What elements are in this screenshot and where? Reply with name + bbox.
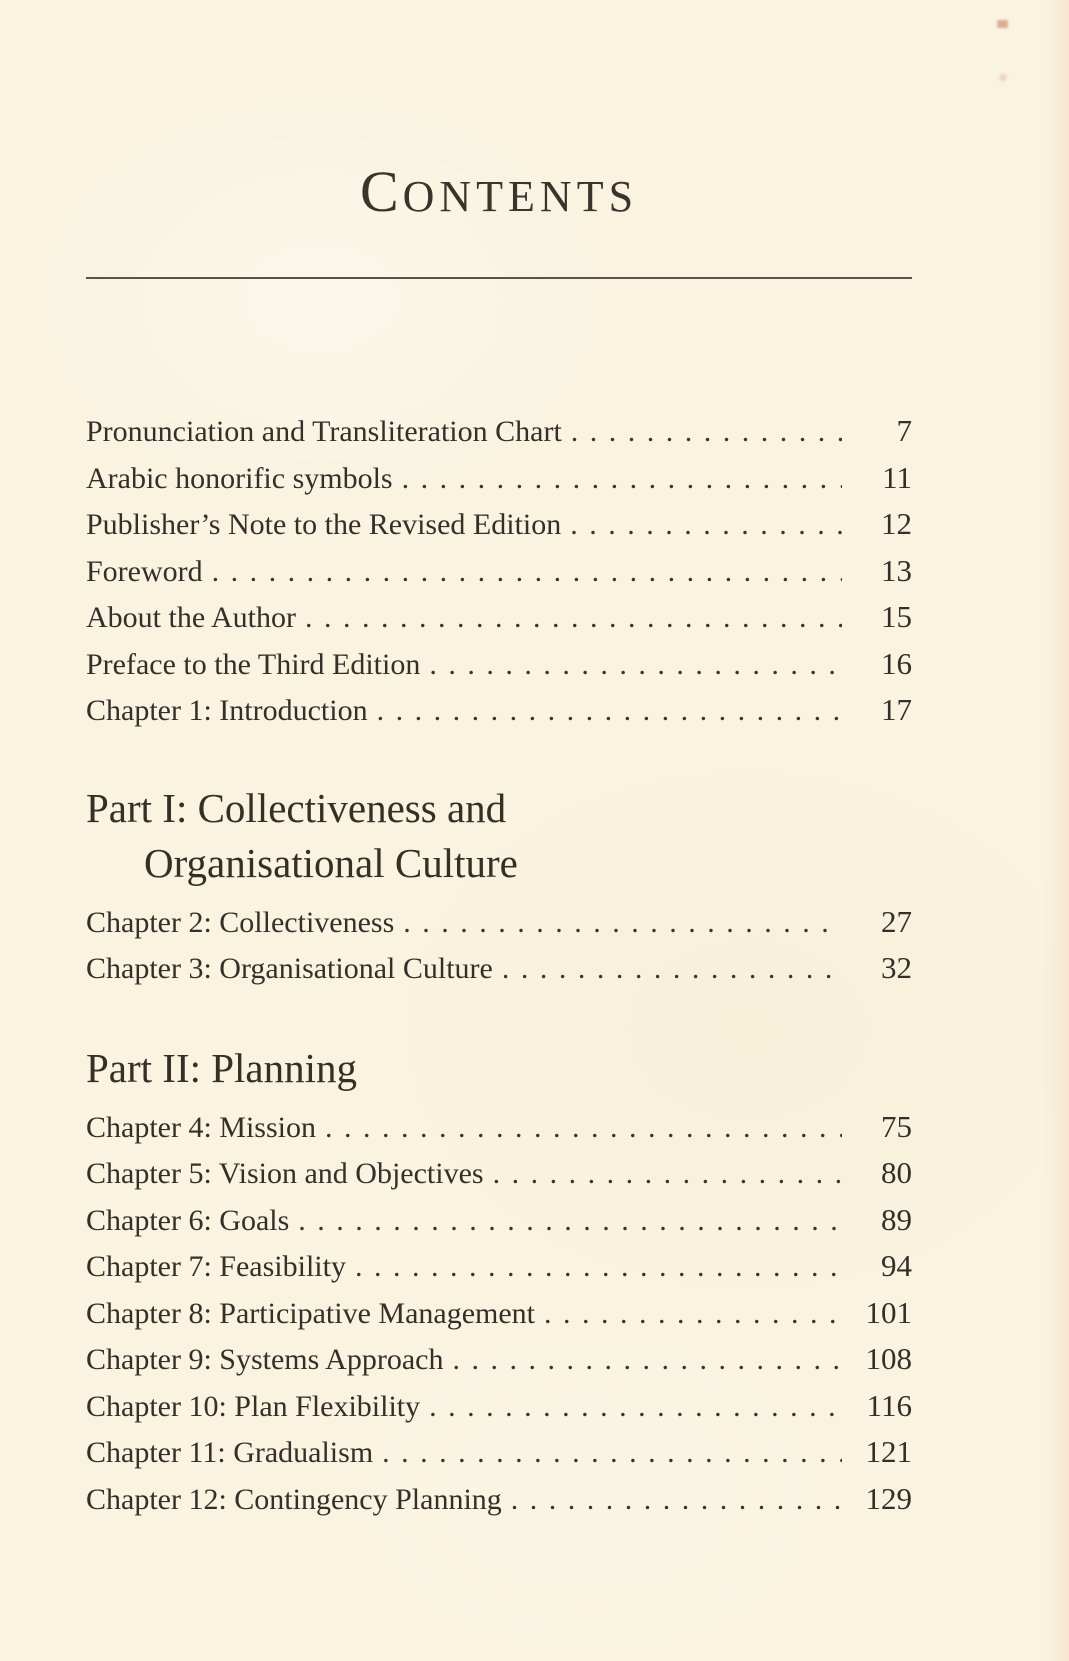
toc-entry-title: Chapter 9: Systems Approach [86,1343,444,1376]
toc-entry-page: 75 [881,1108,912,1144]
toc-entry-page: 129 [865,1480,912,1516]
toc-entry-page: 121 [865,1434,912,1469]
toc-entry [86,553,912,600]
dot-leader [298,1204,842,1238]
toc-entry [86,506,912,553]
toc-entry-title: Chapter 2: Collectiveness [86,905,395,939]
toc-entry-title: Chapter 8: Participative Management [86,1296,536,1330]
dot-leader [429,648,842,682]
dot-leader [212,555,842,589]
toc-entry [86,1109,912,1156]
part-heading-2 [86,1041,912,1096]
toc-entry-page: 80 [881,1155,912,1190]
toc-entry-title: Chapter 10: Plan Flexibility [86,1389,421,1423]
toc-entry-title: About the Author [86,601,296,634]
page-title [86,156,912,243]
toc-entry-page: 7 [896,413,912,448]
page-title-initial: C [359,159,403,224]
toc-entry [86,692,912,739]
toc-entry [86,1202,912,1249]
dot-leader [452,1343,842,1377]
dot-leader [305,601,842,635]
toc-entry-title: Publisher’s Note to the Revised Edition [86,508,562,541]
dot-leader [403,906,842,940]
toc-entry-page: 101 [865,1294,912,1330]
page-edge-tint [1039,0,1069,1661]
toc-entry [86,1434,912,1481]
toc-entry [86,413,912,460]
toc-entry-title: Arabic honorific symbols [86,461,393,495]
part-1-chapters [86,904,912,997]
toc-entry [86,1481,912,1528]
toc-entry-title: Chapter 7: Feasibility [86,1250,346,1283]
dot-leader [382,1436,842,1470]
toc-entry-page: 15 [881,599,912,634]
dot-leader [544,1297,842,1331]
dot-leader [429,1390,842,1424]
dot-leader [570,508,842,542]
toc-entry-title: Chapter 11: Gradualism [86,1436,374,1469]
dot-leader [377,694,842,728]
toc-entry-page: 12 [881,506,912,541]
toc-entry [86,1295,912,1342]
toc-entry-page: 16 [881,645,912,681]
part-heading-line: Part I: Collectiveness and [86,784,507,831]
toc-entry-page: 89 [881,1201,912,1237]
toc-entry [86,1388,912,1435]
part-2-chapters [86,1109,912,1528]
toc-entry-page: 108 [865,1341,912,1376]
toc-entry-title: Preface to the Third Edition [86,647,421,681]
toc-entry-page: 116 [866,1387,912,1423]
toc-entry-page: 13 [881,552,912,588]
dot-leader [402,462,842,496]
dot-leader [502,952,842,986]
title-rule [86,277,912,279]
toc-entry-title: Chapter 6: Goals [86,1203,290,1237]
toc-entry-page: 27 [881,903,912,939]
toc-entry [86,599,912,646]
toc-entry-title: Pronunciation and Transliteration Chart [86,415,562,448]
dot-leader [325,1111,842,1145]
toc-entry [86,460,912,507]
toc-entry [86,1341,912,1388]
toc-entry [86,950,912,997]
toc-entry-title: Chapter 4: Mission [86,1110,316,1144]
scan-speck [999,74,1007,81]
dot-leader [571,415,842,449]
dot-leader [493,1157,842,1191]
page-title-rest: ONTENTS [402,172,639,221]
toc-entry-title: Chapter 5: Vision and Objectives [86,1157,484,1190]
part-heading-1 [86,781,912,891]
toc-entry-title: Chapter 1: Introduction [86,694,368,727]
toc-entry-title: Foreword [86,554,203,588]
part-heading-line: Part II: Planning [86,1044,358,1091]
toc-entry-page: 11 [882,459,912,495]
toc-entry-page: 17 [881,692,912,727]
toc-entry [86,1248,912,1295]
toc-entry [86,1155,912,1202]
toc-entry-title: Chapter 12: Contingency Planning [86,1482,502,1516]
front-matter-list [86,413,912,739]
scan-speck [997,20,1008,28]
toc-entry-title: Chapter 3: Organisational Culture [86,952,493,985]
toc-entry [86,904,912,951]
toc-entry [86,646,912,693]
toc-entry-page: 94 [881,1248,912,1283]
toc-content [86,0,912,1527]
dot-leader [355,1250,842,1284]
part-heading-line: Organisational Culture [144,839,518,886]
toc-entry-page: 32 [881,950,912,985]
dot-leader [511,1483,842,1517]
